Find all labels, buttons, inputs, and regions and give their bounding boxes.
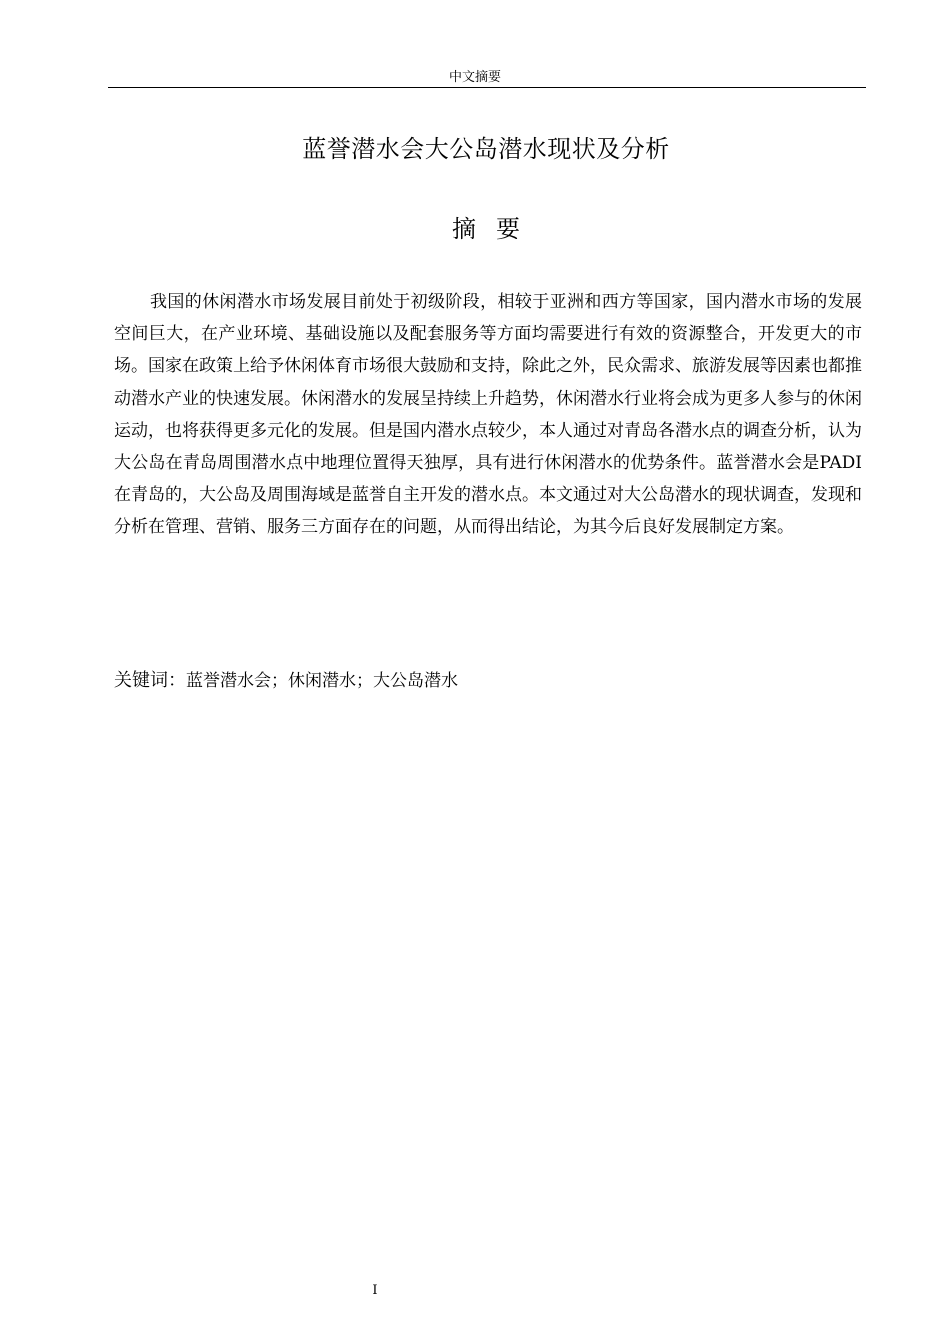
paper-title: 蓝誉潜水会大公岛潜水现状及分析 xyxy=(302,135,670,163)
abstract-body: 我国的休闲潜水市场发展目前处于初级阶段，相较于亚洲和西方等国家，国内潜水市场的发展空间巨大，在产业环境、基础设施以及配套服务等方面均需要进行有效的资源整合，开发更大的市场。国家在政策上给予休闲体育市场很大鼓励和支持，除此之外，民众需求、旅游发展等因素也都推动潜水产业的快速发展。休闲潜水的发展呈持续上升趋势，休闲潜水行业将会成为更多人参与的休闲运动，也将获得更多元化的发展。但是国内潜水点较少，本人通过对青岛各潜水点的调查分析，认为大公岛在青岛周围潜水点中地理位置得天独厚，具有进行休闲潜水的优势条件。蓝誉潜水会是PADI在青岛的，大公岛及周围海域是蓝誉自主开发的潜水点。本文通过对大公岛潜水的现状调查，发现和分析在管理、营销、服务三方面存在的问题，从而得出结论，为其今后良好发展制定方案。 xyxy=(114,292,862,538)
keywords-value: 蓝誉潜水会；休闲潜水；大公岛潜水 xyxy=(186,671,458,691)
keywords-label: 关键词： xyxy=(114,670,186,691)
page-number: I xyxy=(372,1283,378,1298)
header-rule xyxy=(108,87,866,88)
abstract-heading: 摘要 xyxy=(452,215,540,243)
running-header: 中文摘要 xyxy=(448,70,501,85)
keywords-line xyxy=(114,665,862,697)
